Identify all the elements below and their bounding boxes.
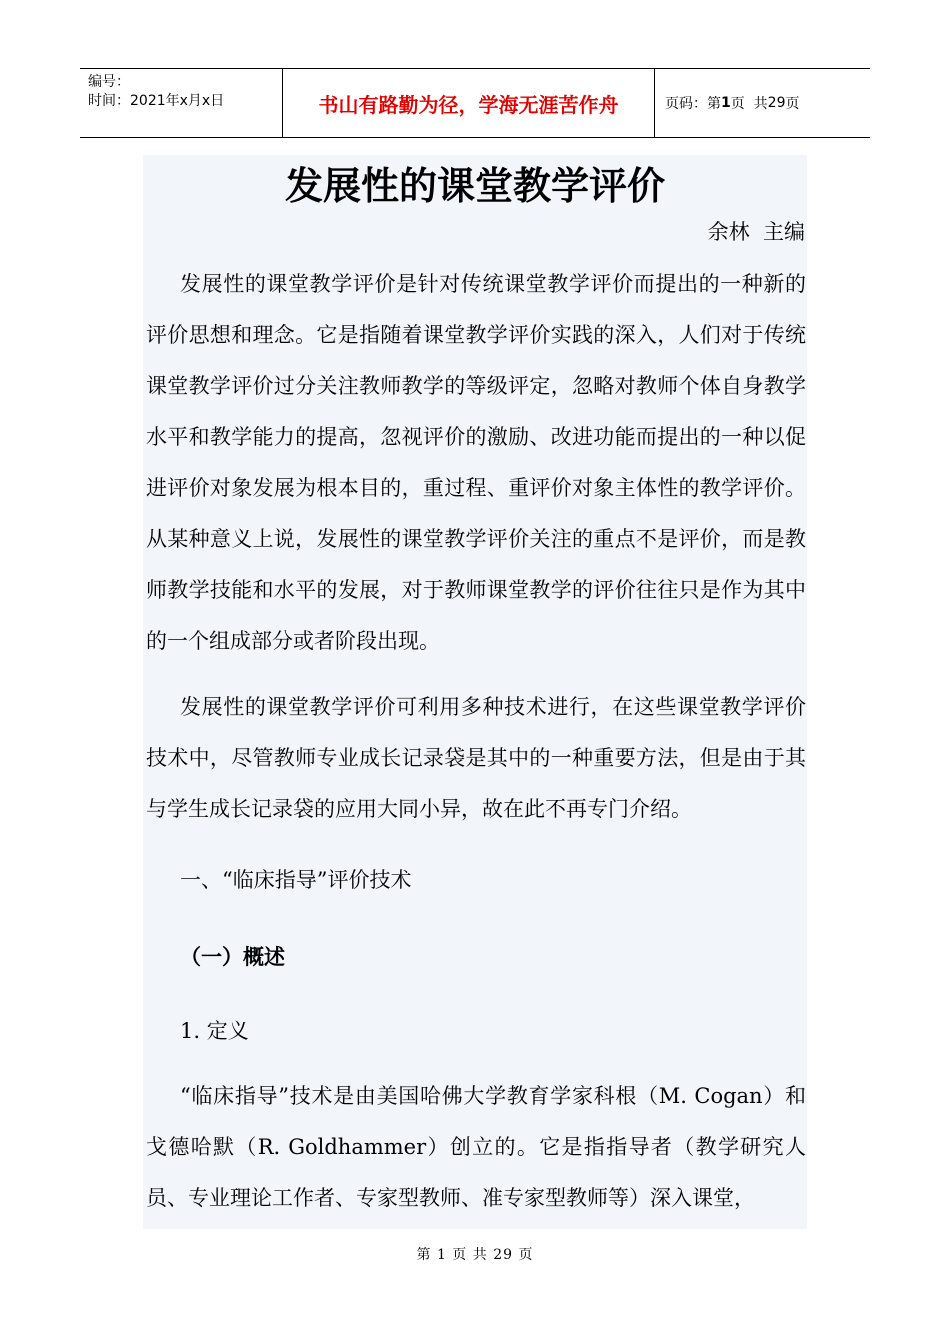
paragraph-techniques: 发展性的课堂教学评价可利用多种技术进行，在这些课堂教学评价技术中，尽管教师专业成长记录袋是其中的一种重要方法，但是由于其与学生成长记录袋的应用大同小异，故在此不再专门介绍。 xyxy=(146,695,806,821)
page-suffix: 页 xyxy=(785,96,800,112)
item-heading: 1. 定义 xyxy=(180,1019,249,1043)
header-meta xyxy=(80,69,282,137)
page-current: 1 xyxy=(721,95,731,111)
page-prefix: 页码：第 xyxy=(665,96,721,112)
paragraph-intro: 发展性的课堂教学评价是针对传统课堂教学评价而提出的一种新的评价思想和理念。它是指随着课堂教学评价实践的深入，人们对于传统课堂教学评价过分关注教师教学的等级评定，忽略对教师个体自身教学水平和教学能力的提高，忽视评价的激励、改进功能而提出的一种以促进评价对象发展为根本目的，重过程、重评价对象主体性的教学评价。从某种意义上说，发展性的课堂教学评价关注的重点不是评价，而是教师教学技能和水平的发展，对于教师课堂教学的评价往往只是作为其中的一个组成部分或者阶段出现。 xyxy=(146,272,806,653)
section-heading: 一、“临床指导”评价技术 xyxy=(180,868,412,892)
document-body xyxy=(143,155,807,1229)
page-footer: 第 1 页 共 29 页 xyxy=(416,1247,534,1263)
document-title: 发展性的课堂教学评价 xyxy=(284,164,665,208)
date-label: 时间：2021年x月x日 xyxy=(88,93,225,109)
page-middle: 页 共 xyxy=(730,96,768,112)
paragraph-definition: “临床指导”技术是由美国哈佛大学教育学家科根（M. Cogan）和戈德哈默（R. Goldhammer）创立的。它是指指导者（教学研究人员、专业理论工作者、专家型教师、准专家型教师等）深入课堂， xyxy=(146,1084,806,1210)
document-author: 余林 主编 xyxy=(707,220,805,244)
page-total: 29 xyxy=(767,95,786,111)
document-header xyxy=(80,68,870,138)
motto-text: 书山有路勤为径，学海无涯苦作舟 xyxy=(318,92,619,117)
subsection-heading: （一）概述 xyxy=(180,945,285,969)
number-label: 编号： xyxy=(88,74,130,90)
header-motto xyxy=(282,69,655,137)
header-page-info xyxy=(655,69,870,137)
